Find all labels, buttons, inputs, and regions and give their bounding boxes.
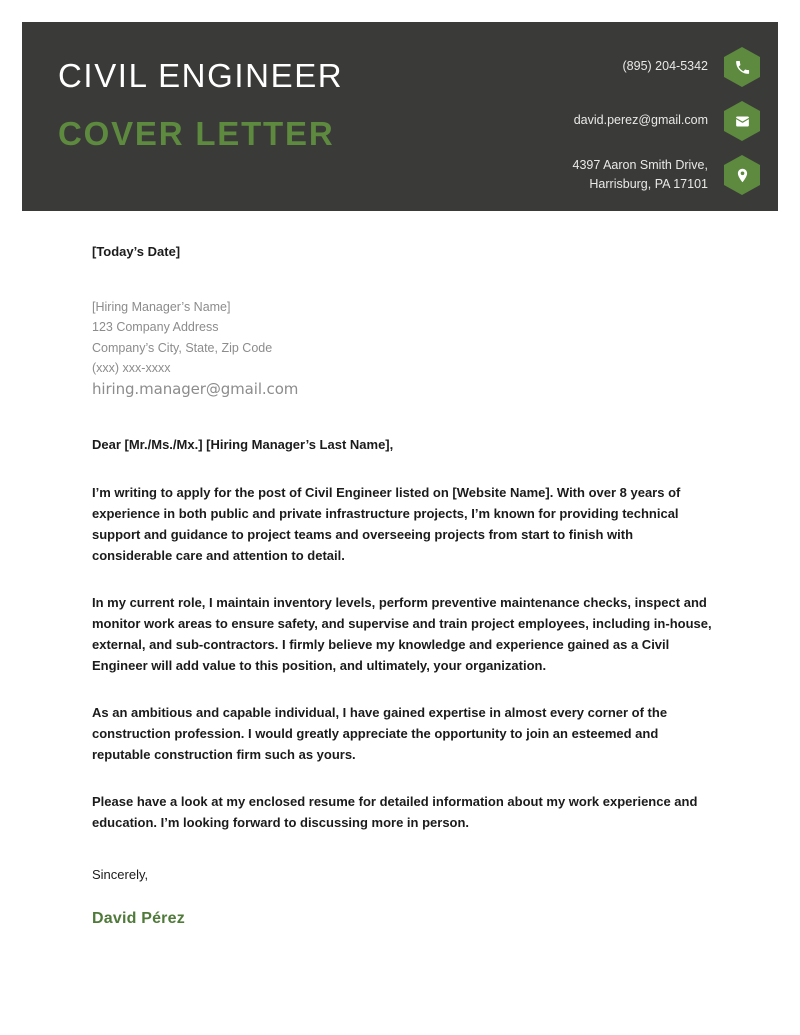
recipient-city-state-zip: Company’s City, State, Zip Code: [92, 340, 273, 355]
contact-row-address: [340, 150, 760, 200]
phone-number: (895) 204-5342: [622, 59, 708, 74]
contact-row-phone: [340, 42, 760, 92]
signature-name: David Pérez: [92, 910, 185, 928]
recipient-block: [92, 297, 712, 401]
title-block: [58, 58, 343, 153]
contact-row-email: [340, 96, 760, 146]
recipient-email: hiring.manager@gmail.com: [92, 380, 299, 398]
date-placeholder: [Today’s Date]: [92, 244, 181, 259]
location-pin-icon: [724, 155, 760, 195]
document-type-title: COVER LETTER: [58, 115, 335, 153]
body-paragraph-2: In my current role, I maintain inventory levels, perform preventive maintenance checks, inspect and monitor work areas to ensure safety, and supervise and train project employees, including in-house, external, and sub-contractors. I firmly believe my knowledge and experience gained as a Civil Engineer will add value to this position, and ultimately, your organization.: [92, 594, 712, 673]
job-title: CIVIL ENGINEER: [58, 57, 344, 94]
contact-list: [340, 42, 760, 204]
letter-body: [92, 244, 712, 928]
body-paragraph-1: I’m writing to apply for the post of Civil Engineer listed on [Website Name]. With over 8 years of experience in both public and private infrastructure projects, I’m known for providing technical support and guidance to project teams and overseeing projects from start to finish with considerable care and attention to detail.: [92, 484, 681, 563]
document-header: [22, 22, 778, 211]
email-address: david.perez@gmail.com: [573, 113, 708, 128]
envelope-icon: [724, 101, 760, 141]
closing-line: Sincerely,: [92, 867, 149, 883]
recipient-phone: (xxx) xxx-xxxx: [92, 360, 171, 375]
phone-icon: [724, 47, 760, 87]
recipient-name: [Hiring Manager’s Name]: [92, 300, 231, 314]
address-line-2: Harrisburg, PA 17101: [589, 177, 708, 191]
body-paragraph-3: As an ambitious and capable individual, I have gained expertise in almost every corner of the construction profession. I would greatly appreciate the opportunity to join an esteemed and reputable construction firm such as yours.: [92, 704, 668, 762]
salutation: Dear [Mr./Ms./Mx.] [Hiring Manager’s Last Name],: [92, 436, 394, 452]
mailing-address: [573, 156, 725, 195]
body-paragraph-4: Please have a look at my enclosed resume for detailed information about my work experience and education. I’m looking forward to discussing more in person.: [92, 794, 698, 831]
address-line-1: 4397 Aaron Smith Drive,: [572, 157, 708, 172]
recipient-address: 123 Company Address: [92, 320, 219, 335]
